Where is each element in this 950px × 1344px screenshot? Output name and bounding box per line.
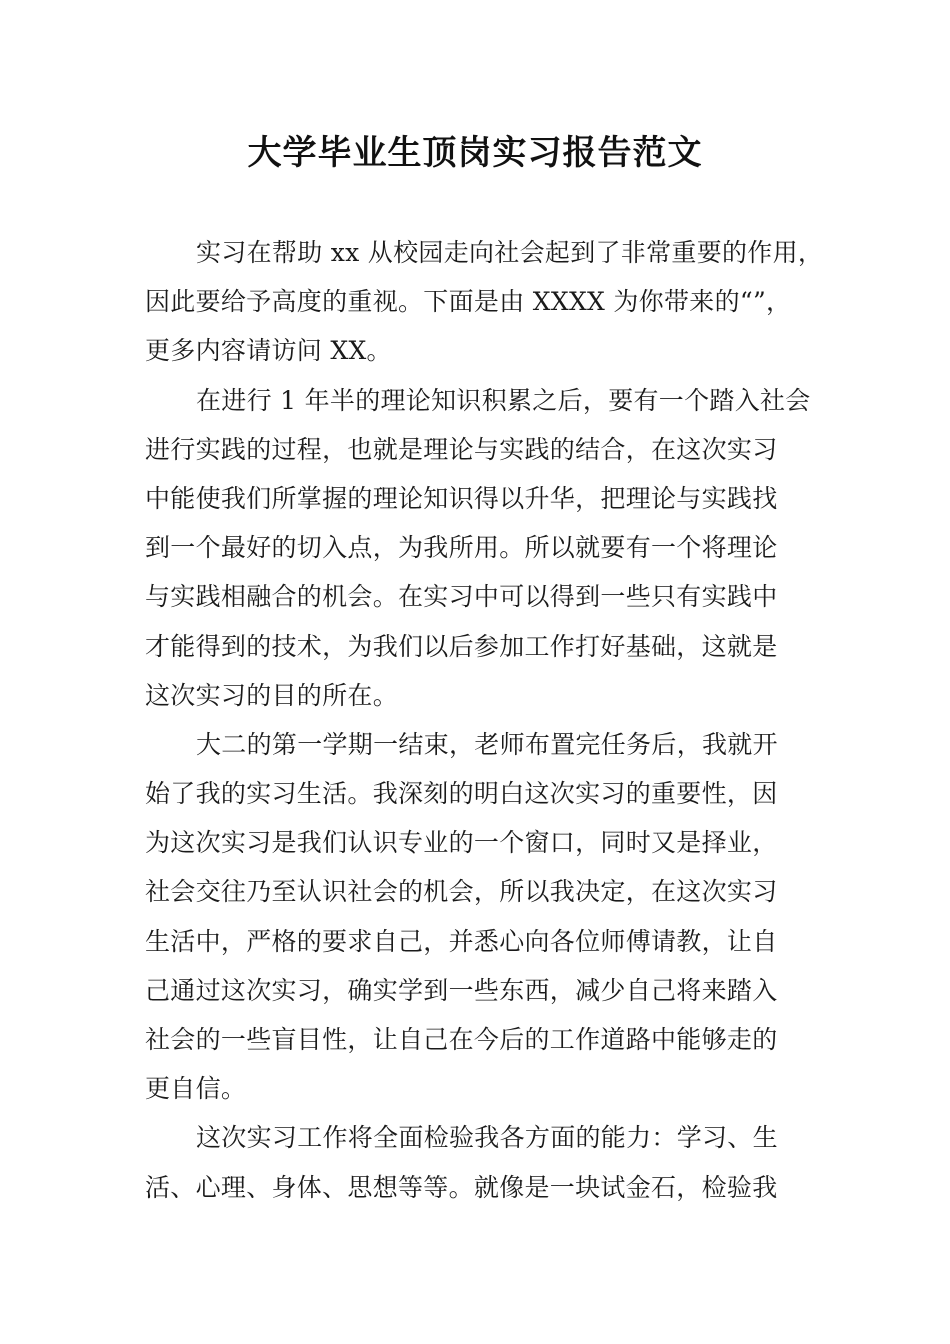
paragraph xyxy=(145,720,815,1114)
paragraph-line: 与实践相融合的机会。在实习中可以得到一些只有实践中 xyxy=(145,582,778,612)
paragraph xyxy=(145,376,815,720)
paragraph-line: 这次实习工作将全面检验我各方面的能力：学习、生 xyxy=(196,1123,778,1153)
paragraph-line: 中能使我们所掌握的理论知识得以升华，把理论与实践找 xyxy=(145,483,778,513)
paragraph-line: 更自信。 xyxy=(145,1074,247,1104)
paragraph-line: 更多内容请访问 XX。 xyxy=(145,336,392,366)
paragraph-line: 生活中，严格的要求自己，并悉心向各位师傅请教，让自 xyxy=(145,926,778,956)
paragraph xyxy=(145,1113,815,1211)
paragraph-line: 大二的第一学期一结束，老师布置完任务后，我就开 xyxy=(196,729,778,759)
paragraph-line: 在进行 1 年半的理论知识积累之后，要有一个踏入社会 xyxy=(196,385,811,415)
paragraph-line: 活、心理、身体、思想等等。就像是一块试金石，检验我 xyxy=(145,1172,778,1202)
paragraph-line: 进行实践的过程，也就是理论与实践的结合，在这次实习 xyxy=(145,434,778,464)
paragraph-line: 这次实习的目的所在。 xyxy=(145,680,399,710)
paragraph-line: 社会的一些盲目性，让自己在今后的工作道路中能够走的 xyxy=(145,1025,778,1054)
paragraph-line: 才能得到的技术，为我们以后参加工作打好基础，这就是 xyxy=(145,631,778,661)
paragraph-line: 为这次实习是我们认识专业的一个窗口，同时又是择业， xyxy=(145,828,778,858)
paragraph xyxy=(145,228,824,376)
document-title: 大学毕业生顶岗实习报告范文 xyxy=(247,133,703,173)
paragraph-line: 社会交往乃至认识社会的机会，所以我决定，在这次实习 xyxy=(145,877,778,907)
paragraph-line: 己通过这次实习，确实学到一些东西，减少自己将来踏入 xyxy=(145,975,778,1005)
paragraph-line: 因此要给予高度的重视。下面是由 XXXX 为你带来的“”， xyxy=(145,287,792,317)
paragraph-line: 实习在帮助 xx 从校园走向社会起到了非常重要的作用， xyxy=(196,238,824,267)
paragraph-line: 始了我的实习生活。我深刻的明白这次实习的重要性，因 xyxy=(145,779,778,809)
document-body xyxy=(145,228,824,1212)
paragraph-line: 到一个最好的切入点，为我所用。所以就要有一个将理论 xyxy=(145,533,778,563)
